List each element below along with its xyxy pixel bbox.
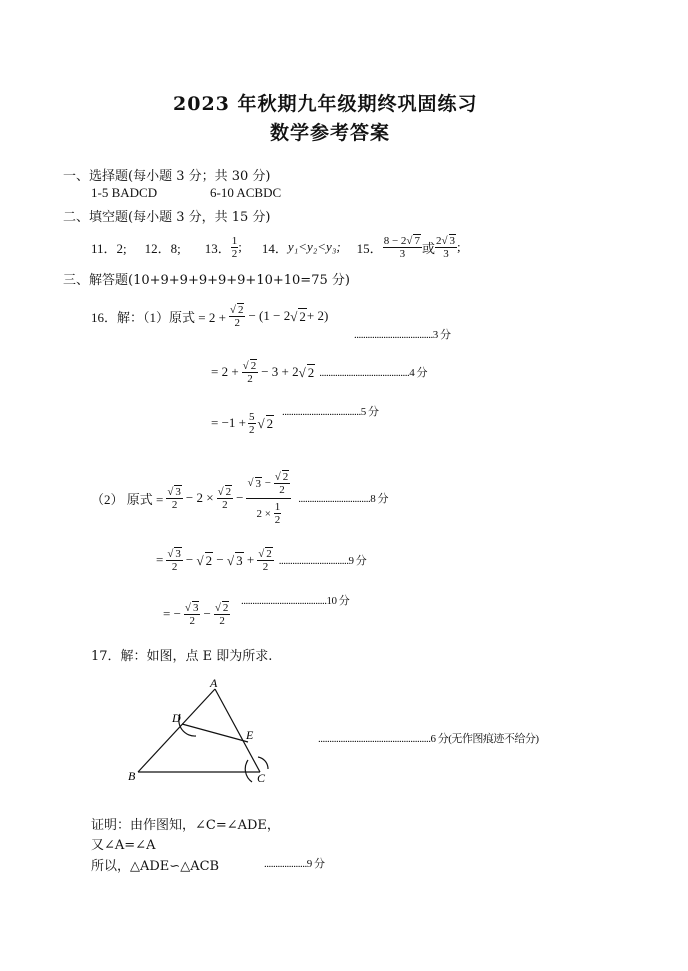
q16-score-3: ...................................3 分 [354, 329, 451, 341]
side-AB [138, 689, 215, 772]
triangle-figure [120, 676, 280, 786]
segment-DE [182, 724, 248, 742]
label-B: B [128, 769, 136, 783]
q16-part2-line2: = $\frac{√ 3}{2}$ − √ 2 − √ 3 + $\frac{√ 2}{2}$ ...............................9 分 [156, 548, 367, 573]
q16-score-8: ................................8 分 [298, 493, 389, 505]
q16-score-4: ........................................4 分 [319, 367, 428, 379]
label-D: D [172, 711, 181, 725]
q16-line3: = −1 + $\frac{5}{2}$ √ 2 [211, 410, 274, 436]
q16-score-5: ...................................5 分 [282, 406, 379, 418]
q11-answer: 11．2; [91, 240, 127, 256]
arc-at-C [245, 760, 252, 782]
q16-part2-line3: = − $\frac{√ 3}{2}$ − $\frac{√ 2}{2}$ [163, 602, 229, 627]
q17-proof-line3: 所以，△ADE∽△ACB [91, 859, 220, 874]
q17-label: 17．解：如图，点 E 即为所求. [91, 649, 273, 664]
q12-answer: 12．8; [144, 240, 181, 256]
fill-answers-row: 11．2; 12．8; 13． $\frac{1}{2}$ ; 14． y₁<y₂<y₃; 15． $\frac{8 - 2√ 7}{3}$ 或 $\frac{2√ 3}{3}$ ; [91, 234, 461, 260]
q15-fraction-a: $\frac{8 - 2√ 7}{3}$ [383, 235, 420, 260]
label-E: E [246, 728, 254, 742]
q16-line2: = 2 + $\frac{√ 2}{2}$ − 3 + 2 √ 2 ........................................4 分 [211, 360, 428, 385]
arc-at-C-2 [258, 757, 268, 769]
section1-heading: 一、选择题(每小题 3 分；共 30 分) [63, 169, 271, 184]
q15-label: 15． [356, 240, 383, 256]
label-C: C [257, 771, 266, 785]
q17-proof-score: ...................9 分 [264, 858, 325, 870]
q17-figure-score: ..................................................6 分(无作图痕迹不给分) [318, 733, 539, 745]
page-title: 2023 年秋期九年级期终巩固练习 [173, 93, 478, 115]
q13-fraction: $\frac{1}{2}$ [231, 234, 238, 260]
q17-proof-line1: 证明：由作图知，∠C=∠ADE， [91, 818, 280, 833]
section2-heading: 二、填空题(每小题 3 分，共 15 分) [63, 210, 271, 225]
q16-line1: 16．解：（1）原式 = 2 + $\frac{√ 2}{2}$ − (1 − 2 √ 2 + 2) [91, 304, 329, 329]
choice-answers-1-5: 1-5 BADCD [91, 185, 158, 200]
page-subtitle: 数学参考答案 [270, 122, 391, 144]
q14-label: 14． [261, 240, 288, 256]
q14-answer: y₁<y₂<y₃; [287, 239, 341, 254]
choice-answers-6-10: 6-10 ACBDC [210, 185, 282, 200]
q15-fraction-b: $\frac{2√ 3}{3}$ [435, 235, 456, 260]
q15-or: 或 [421, 240, 435, 256]
q16-score-10: ......................................10 分 [241, 595, 350, 607]
q13-label: 13． [204, 240, 231, 256]
section3-heading: 三、解答题(10+9+9+9+9+9+10+10=75 分) [63, 273, 350, 288]
q16-part2-line1: （2） 原式 = $\frac{√ 3}{2}$ − 2 × $\frac{√ 2}{2}$ − √ 3 − $\frac{√ 2}{2}$ 2 × $\frac{1}{2}$ ................................8 分 [91, 471, 389, 526]
label-A: A [210, 676, 218, 690]
q17-proof-line2: 又∠A=∠A [91, 838, 156, 853]
q16-score-9: ...............................9 分 [278, 555, 367, 567]
